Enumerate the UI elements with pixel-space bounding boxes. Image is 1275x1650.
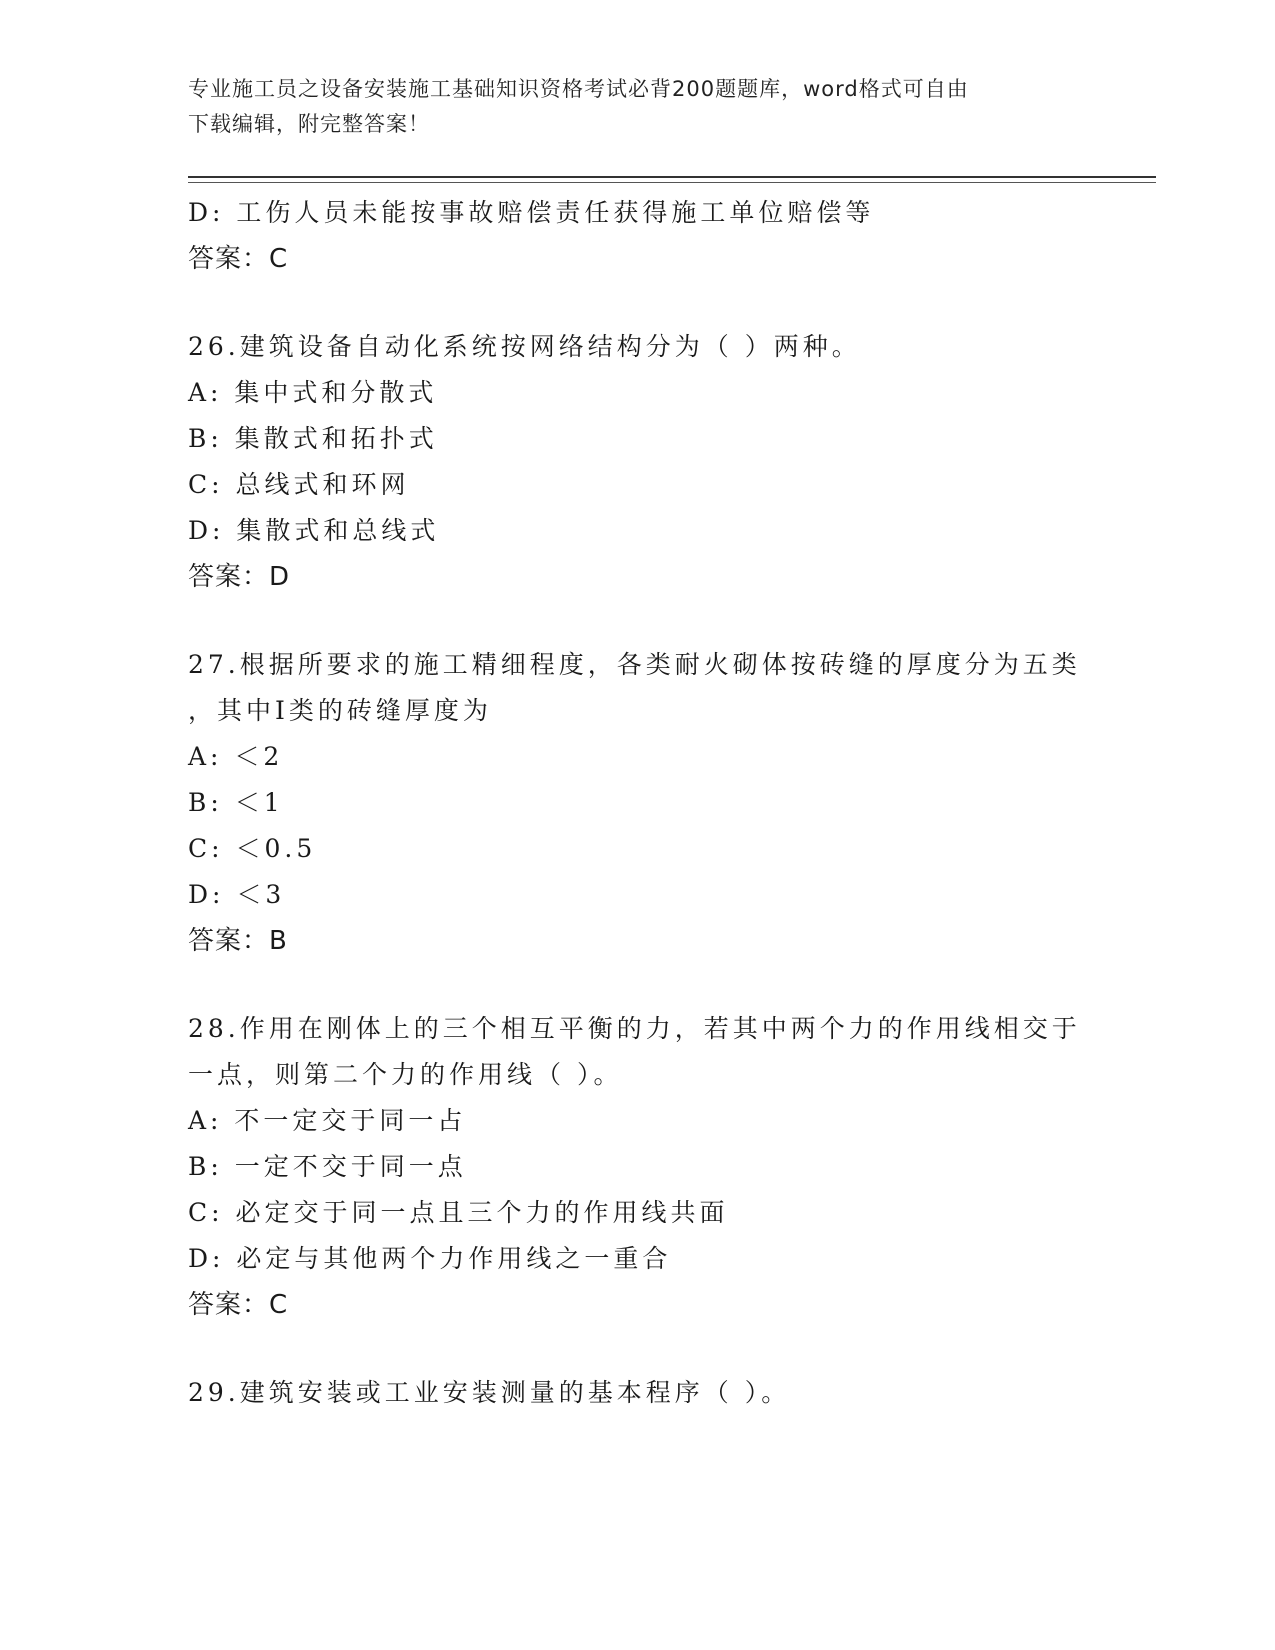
option-b: B: 集散式和拓扑式 xyxy=(188,424,438,453)
question-26 xyxy=(188,324,1088,600)
option-c: C: 必定交于同一点且三个力的作用线共面 xyxy=(188,1198,729,1227)
answer: 答案：B xyxy=(188,926,288,956)
option-d: D: 必定与其他两个力作用线之一重合 xyxy=(188,1244,672,1273)
option-d: D: ＜3 xyxy=(188,880,286,909)
option-b: B: ＜1 xyxy=(188,788,284,817)
document-header xyxy=(188,72,1068,142)
answer: 答案：D xyxy=(188,562,291,592)
question-stem-line-2: ，其中I类的砖缝厚度为 xyxy=(188,696,492,725)
question-stem: 29.建筑安装或工业安装测量的基本程序（ ）。 xyxy=(188,1378,791,1407)
option-a: A: 集中式和分散式 xyxy=(188,378,438,407)
question-stem-line-1: 27.根据所要求的施工精细程度，各类耐火砌体按砖缝的厚度分为五类 xyxy=(188,650,1081,679)
question-stem-line-2: 一点，则第二个力的作用线（ ）。 xyxy=(188,1060,623,1089)
header-divider-thick xyxy=(188,176,1156,178)
option-d: D: 工伤人员未能按事故赔偿责任获得施工单位赔偿等 xyxy=(188,198,875,227)
answer: 答案：C xyxy=(188,1290,289,1320)
header-line-1: 专业施工员之设备安装施工基础知识资格考试必背200题题库，word格式可自由 xyxy=(188,77,969,101)
option-d: D: 集散式和总线式 xyxy=(188,516,440,545)
answer: 答案：C xyxy=(188,244,289,274)
header-divider-thin xyxy=(188,182,1156,183)
question-stem-line-1: 28.作用在刚体上的三个相互平衡的力，若其中两个力的作用线相交于 xyxy=(188,1014,1081,1043)
header-line-2: 下载编辑，附完整答案！ xyxy=(188,112,430,136)
option-a: A: 不一定交于同一占 xyxy=(188,1106,467,1135)
option-c: C: 总线式和环网 xyxy=(188,470,410,499)
question-27 xyxy=(188,642,1088,964)
option-c: C: ＜0.5 xyxy=(188,834,317,863)
question-list xyxy=(188,190,1088,1416)
question-28 xyxy=(188,1006,1088,1328)
previous-question xyxy=(188,190,1088,282)
question-29 xyxy=(188,1370,1088,1416)
question-stem: 26.建筑设备自动化系统按网络结构分为（ ）两种。 xyxy=(188,332,861,361)
option-b: B: 一定不交于同一点 xyxy=(188,1152,467,1181)
option-a: A: ＜2 xyxy=(188,742,284,771)
